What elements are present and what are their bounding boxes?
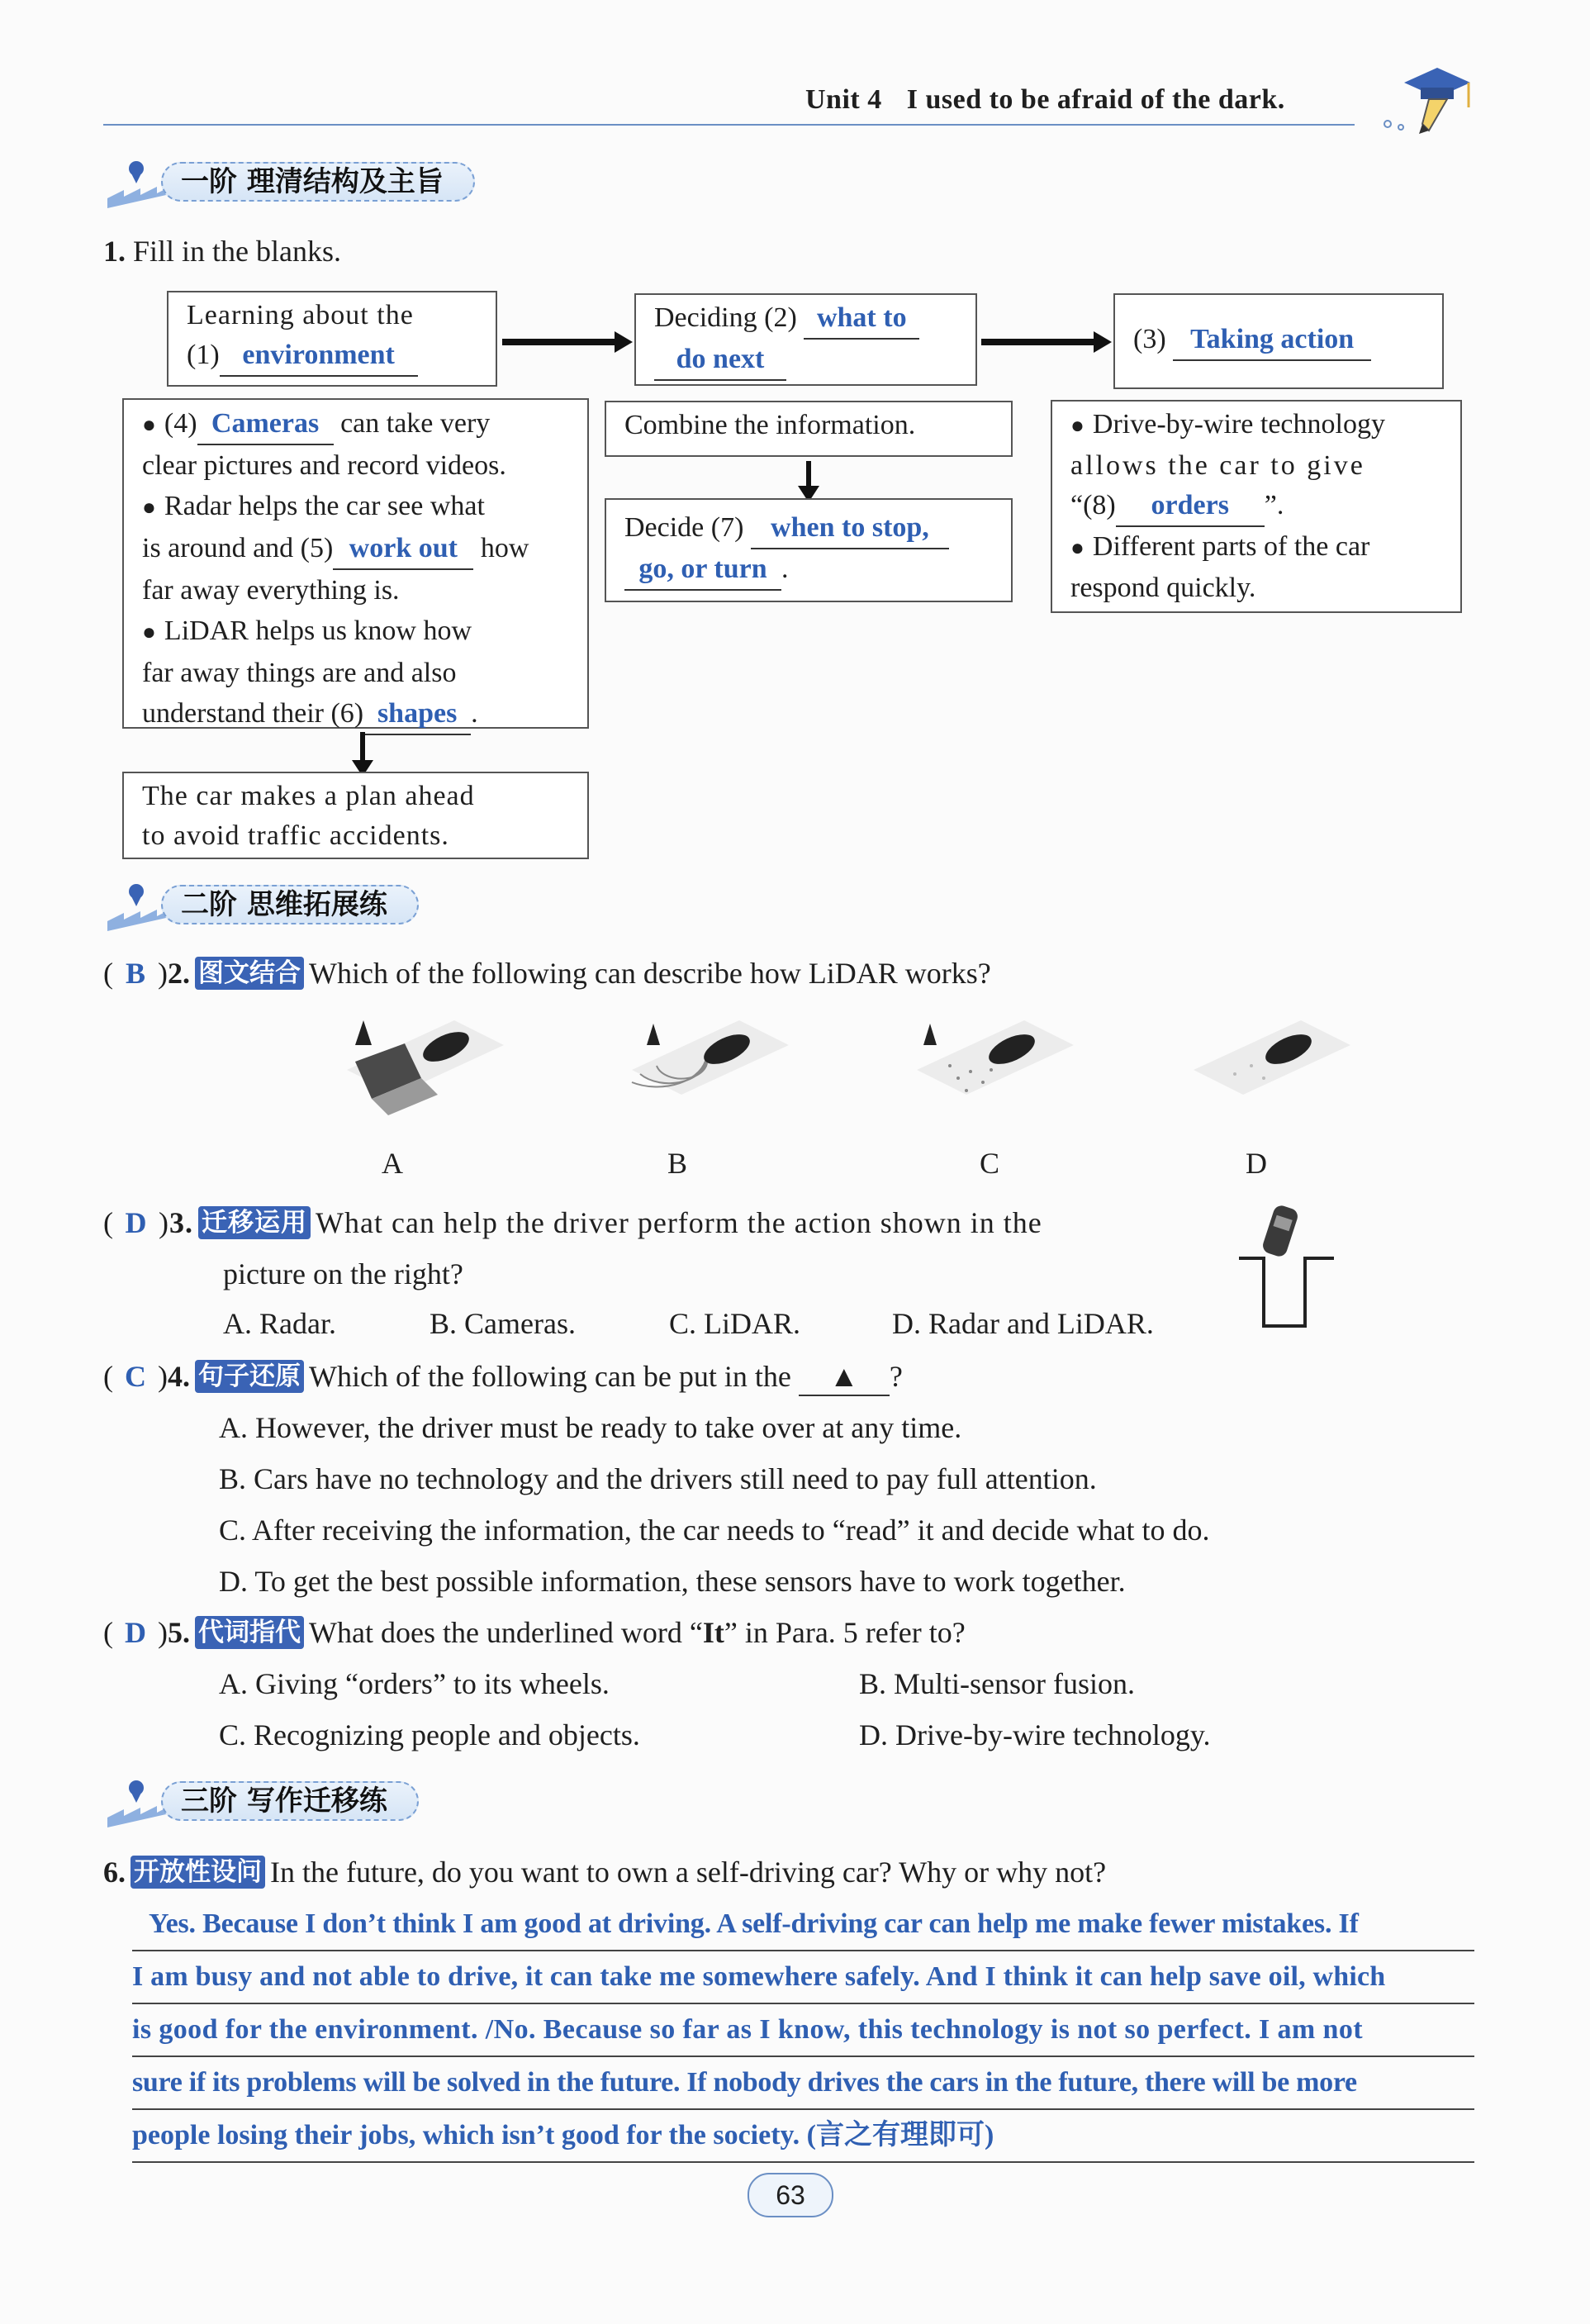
q3-answer: D — [125, 1206, 148, 1239]
blank-3-number: (3) — [1133, 324, 1166, 354]
lidar-option-d-image — [1185, 1012, 1359, 1119]
b2-pre: is around and (5) — [142, 533, 334, 563]
q3-tag: 迁移运用 — [198, 1206, 311, 1239]
q4-blank-marker: ▲ — [799, 1358, 890, 1396]
q2-answer: B — [125, 957, 145, 990]
q2-option-c[interactable]: C — [980, 1147, 1000, 1180]
header-rule — [103, 124, 1355, 126]
box-combine — [605, 401, 1013, 457]
q4-answer: C — [125, 1360, 146, 1393]
lidar-option-c-image — [909, 1012, 1082, 1119]
box-decide — [605, 498, 1013, 602]
section-header-2 — [103, 880, 516, 924]
q2-paren-open: ( — [103, 957, 113, 990]
c3-line1: Drive-by-wire technology — [1092, 409, 1385, 440]
b1-rest: can take very — [340, 408, 491, 439]
b2-line1: Radar helps the car see what — [164, 491, 485, 521]
blank-1-number: (1) — [187, 340, 220, 370]
q5-option-c[interactable]: C. Recognizing people and objects. — [219, 1718, 640, 1751]
pencil-mortarboard-icon — [1371, 58, 1478, 136]
box-drive-by-wire — [1051, 400, 1462, 613]
combine-text: Combine the information. — [624, 410, 916, 440]
decide-post: . — [781, 554, 789, 584]
q2-option-b[interactable]: B — [667, 1147, 688, 1180]
unit-label: Unit 4 — [805, 84, 882, 115]
q6-number: 6. — [103, 1856, 126, 1889]
section-header-3 — [103, 1776, 516, 1821]
q4-paren-open: ( — [103, 1360, 113, 1393]
b3-pre: understand their (6) — [142, 698, 364, 729]
q5-text-post: ” in Para. 5 refer to? — [724, 1616, 966, 1649]
q4-option-b[interactable]: B. Cars have no technology and the drivers still need to pay full attention. — [219, 1462, 1097, 1495]
arrow-right-1 — [502, 339, 618, 345]
q5-paren-open: ( — [103, 1616, 113, 1649]
q5-number: 5. — [168, 1616, 190, 1649]
answer-line: people losing their jobs, which isn’t good for the society. (言之有理即可) — [132, 2110, 1474, 2163]
unit-title: I used to be afraid of the dark. — [906, 84, 1285, 115]
q2-tag: 图文结合 — [195, 957, 304, 990]
q5-tag: 代词指代 — [195, 1616, 304, 1649]
blank-6-answer: shapes — [363, 693, 471, 735]
q5-option-a[interactable]: A. Giving “orders” to its wheels. — [219, 1667, 610, 1700]
q3-paren-close: ) — [159, 1206, 169, 1239]
b2-post: how — [480, 533, 529, 563]
blank-1-answer: environment — [220, 335, 418, 377]
answer-line: I am busy and not able to drive, it can take me somewhere safely. And I think it can help save oil, which — [132, 1951, 1474, 2004]
section-title: 二阶 思维拓展练 — [161, 885, 419, 924]
c3-line4: Different parts of the car — [1092, 531, 1370, 562]
q2-number: 2. — [168, 957, 190, 990]
q1-text: Fill in the blanks. — [133, 235, 341, 268]
question-6 — [103, 1854, 1106, 1890]
question-3 — [103, 1205, 1042, 1241]
question-2 — [103, 955, 991, 991]
answer-line: Yes. Because I don’t think I am good at driving. A self-driving car can help me make fewer mistakes. If — [132, 1899, 1474, 1951]
q4-paren-close: ) — [158, 1360, 168, 1393]
plan-line1: The car makes a plan ahead — [142, 781, 475, 811]
blank-2-answer-a: what to — [804, 298, 919, 340]
q4-option-d[interactable]: D. To get the best possible information, these sensors have to work together. — [219, 1565, 1126, 1598]
box-plan — [122, 772, 589, 859]
q6-answer-block — [132, 1899, 1474, 2163]
blank-2-answer-b: do next — [654, 340, 786, 381]
q4-tag: 句子还原 — [195, 1360, 304, 1393]
c3-post: ”. — [1264, 490, 1284, 520]
q5-paren-close: ) — [158, 1616, 168, 1649]
blank-7-answer-b: go, or turn — [624, 549, 781, 591]
q6-text: In the future, do you want to own a self-driving car? Why or why not? — [270, 1856, 1107, 1889]
answer-line: sure if its problems will be solved in the future. If nobody drives the cars in the future, there will be more — [132, 2057, 1474, 2110]
q4-option-c[interactable]: C. After receiving the information, the car needs to “read” it and decide what to do. — [219, 1514, 1210, 1547]
lidar-option-a-image — [339, 1012, 512, 1119]
box-sensors — [122, 398, 589, 729]
q5-answer: D — [125, 1616, 146, 1649]
arrow-down-2 — [806, 461, 811, 489]
section-title: 三阶 写作迁移练 — [161, 1781, 419, 1821]
question-5 — [103, 1614, 966, 1651]
q3-line2: picture on the right? — [223, 1257, 463, 1290]
q3-option-a[interactable]: A. Radar. — [223, 1307, 336, 1340]
b3-post: . — [471, 698, 478, 729]
q2-option-a[interactable]: A — [382, 1147, 403, 1180]
section-header-1 — [103, 157, 566, 202]
lidar-option-b-image — [624, 1012, 797, 1119]
blank-4-number: (4) — [164, 408, 197, 439]
q3-option-d[interactable]: D. Radar and LiDAR. — [892, 1307, 1154, 1340]
box-taking-action — [1113, 293, 1444, 389]
q4-number: 4. — [168, 1360, 190, 1393]
q3-paren-open: ( — [103, 1206, 114, 1239]
q3-line1: What can help the driver perform the action shown in the — [316, 1206, 1042, 1239]
q3-option-b[interactable]: B. Cameras. — [430, 1307, 576, 1340]
section-title: 一阶 理清结构及主旨 — [161, 162, 475, 202]
question-4 — [103, 1358, 903, 1396]
box-deciding — [634, 293, 977, 386]
blank-8-answer: orders — [1116, 486, 1265, 527]
arrow-right-2 — [981, 339, 1097, 345]
q4-option-a[interactable]: A. However, the driver must be ready to take over at any time. — [219, 1411, 962, 1444]
c3-line2: allows the car to give — [1070, 450, 1365, 481]
arrow-down-1 — [360, 732, 365, 763]
answer-line: is good for the environment. /No. Because so far as I know, this technology is not so perfect. I am not — [132, 2004, 1474, 2057]
blank-5-answer: work out — [333, 528, 473, 570]
box-learning — [167, 291, 497, 387]
blank-7-answer-a: when to stop, — [751, 508, 949, 549]
q5-text-pre: What does the underlined word “ — [309, 1616, 703, 1649]
q6-tag: 开放性设问 — [131, 1856, 265, 1889]
plan-line2: to avoid traffic accidents. — [142, 820, 449, 851]
parking-car-image — [1235, 1202, 1342, 1334]
q2-paren-close: ) — [158, 957, 168, 990]
q5-option-b[interactable]: B. Multi-sensor fusion. — [859, 1667, 1136, 1700]
blank-4-answer: Cameras — [197, 403, 334, 445]
page-number: 63 — [748, 2173, 833, 2217]
c3-line5: respond quickly. — [1070, 573, 1256, 603]
q1-instruction — [103, 233, 341, 269]
box2-pre: Deciding (2) — [654, 302, 797, 333]
b3-line2: far away things are and also — [142, 658, 457, 688]
box1-line1: Learning about the — [187, 300, 414, 330]
q5-option-d[interactable]: D. Drive-by-wire technology. — [859, 1718, 1211, 1751]
q5-word: It — [702, 1616, 724, 1649]
q2-option-d[interactable]: D — [1246, 1147, 1267, 1180]
q4-qmark: ? — [889, 1360, 903, 1393]
decide-pre: Decide (7) — [624, 512, 744, 543]
running-header — [805, 84, 1310, 116]
q1-number: 1. — [103, 235, 126, 268]
q2-text: Which of the following can describe how LiDAR works? — [309, 957, 991, 990]
blank-8-number: “(8) — [1070, 490, 1116, 520]
b2-line3: far away everything is. — [142, 575, 400, 606]
q4-text: Which of the following can be put in the — [309, 1360, 791, 1393]
q3-number: 3. — [169, 1206, 193, 1239]
b1-line2: clear pictures and record videos. — [142, 450, 506, 481]
b3-line1: LiDAR helps us know how — [164, 615, 472, 646]
q3-option-c[interactable]: C. LiDAR. — [669, 1307, 801, 1340]
blank-3-answer: Taking action — [1173, 320, 1371, 361]
